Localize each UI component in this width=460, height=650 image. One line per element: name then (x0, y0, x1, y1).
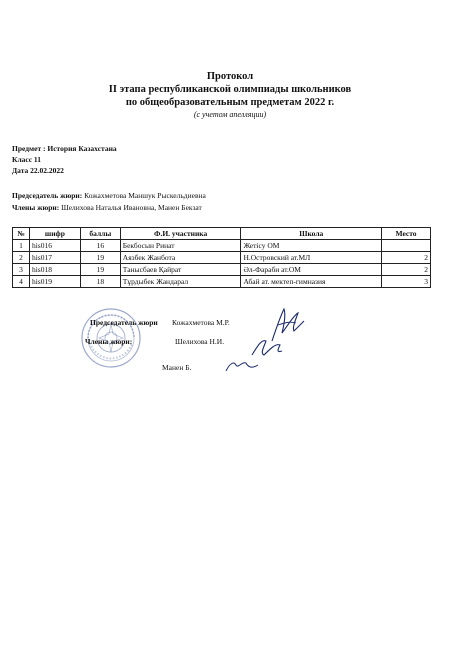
table-row (13, 276, 431, 288)
signatures-block (0, 305, 460, 395)
member2-name: Манен Б. (162, 363, 192, 372)
appeal-note: (с учетом апелляции) (193, 110, 267, 119)
results-table (12, 227, 431, 288)
header-school: Школа (241, 228, 382, 240)
cell-score: 19 (80, 252, 120, 264)
cell-participant: Аязбек Жанбота (120, 252, 241, 264)
document-subtitle-line-1: II этапа республиканской олимпиады школьников (108, 84, 352, 95)
cell-number: 2 (13, 252, 30, 264)
chair-name: Кожахметова М.Р. (172, 318, 230, 327)
jury-chair-label: Председатель жюри: (12, 191, 83, 200)
cell-school: Н.Островский ат.МЛ (241, 252, 382, 264)
jury-members-label: Члены жюри: (12, 203, 60, 212)
cell-participant: Бекбосын Ринат (120, 240, 241, 252)
cell-participant: Таныcбаев Қайрат (120, 264, 241, 276)
date-line (12, 166, 64, 176)
cell-score: 16 (80, 240, 120, 252)
cell-code: his019 (29, 276, 80, 288)
cell-code: his017 (29, 252, 80, 264)
jury-chair-value: Кожахметова Маншук Рыскельдиевна (82, 191, 206, 200)
member2-signature-icon (222, 355, 262, 377)
document-title: Протокол (206, 71, 254, 82)
cell-number: 3 (13, 264, 30, 276)
class-line (12, 155, 41, 165)
cell-participant: Тұрдыбек Жандарал (120, 276, 241, 288)
chair-role-label: Председатель жюри (90, 318, 158, 327)
cell-code: his018 (29, 264, 80, 276)
cell-school: Жетісу ОМ (241, 240, 382, 252)
table-header-row (13, 228, 431, 240)
header-participant: Ф.И. участника (120, 228, 241, 240)
table-row (13, 252, 431, 264)
cell-number: 1 (13, 240, 30, 252)
table-row (13, 264, 431, 276)
cell-school: Абай ат. мектеп-гимназия (241, 276, 382, 288)
title-block (0, 70, 460, 120)
cell-place: 2 (382, 264, 431, 276)
subject-text: Предмет : История Казахстана (12, 144, 117, 153)
jury-members-value: Шелихова Наталья Ивановна, Манен Бекзат (59, 203, 202, 212)
cell-code: his016 (29, 240, 80, 252)
cell-score: 18 (80, 276, 120, 288)
header-place: Место (382, 228, 431, 240)
cell-place (382, 240, 431, 252)
date-text: Дата 22.02.2022 (12, 166, 64, 175)
table-row (13, 240, 431, 252)
cell-school: Әл-Фараби ат.ОМ (241, 264, 382, 276)
subject-line (12, 144, 117, 154)
cell-number: 4 (13, 276, 30, 288)
class-text: Класс 11 (12, 155, 42, 164)
header-number: № (13, 228, 30, 240)
cell-score: 19 (80, 264, 120, 276)
jury-members-line (12, 203, 202, 213)
header-score: баллы (80, 228, 120, 240)
document-subtitle-line-2: по общеобразовательным предметам 2022 г. (125, 97, 335, 108)
cell-place: 3 (382, 276, 431, 288)
cell-place: 2 (382, 252, 431, 264)
members-role-label: Члены жюри: (85, 337, 133, 346)
header-code: шифр (29, 228, 80, 240)
member1-name: Шелихова Н.И. (175, 337, 225, 346)
jury-chair-line (12, 191, 206, 201)
